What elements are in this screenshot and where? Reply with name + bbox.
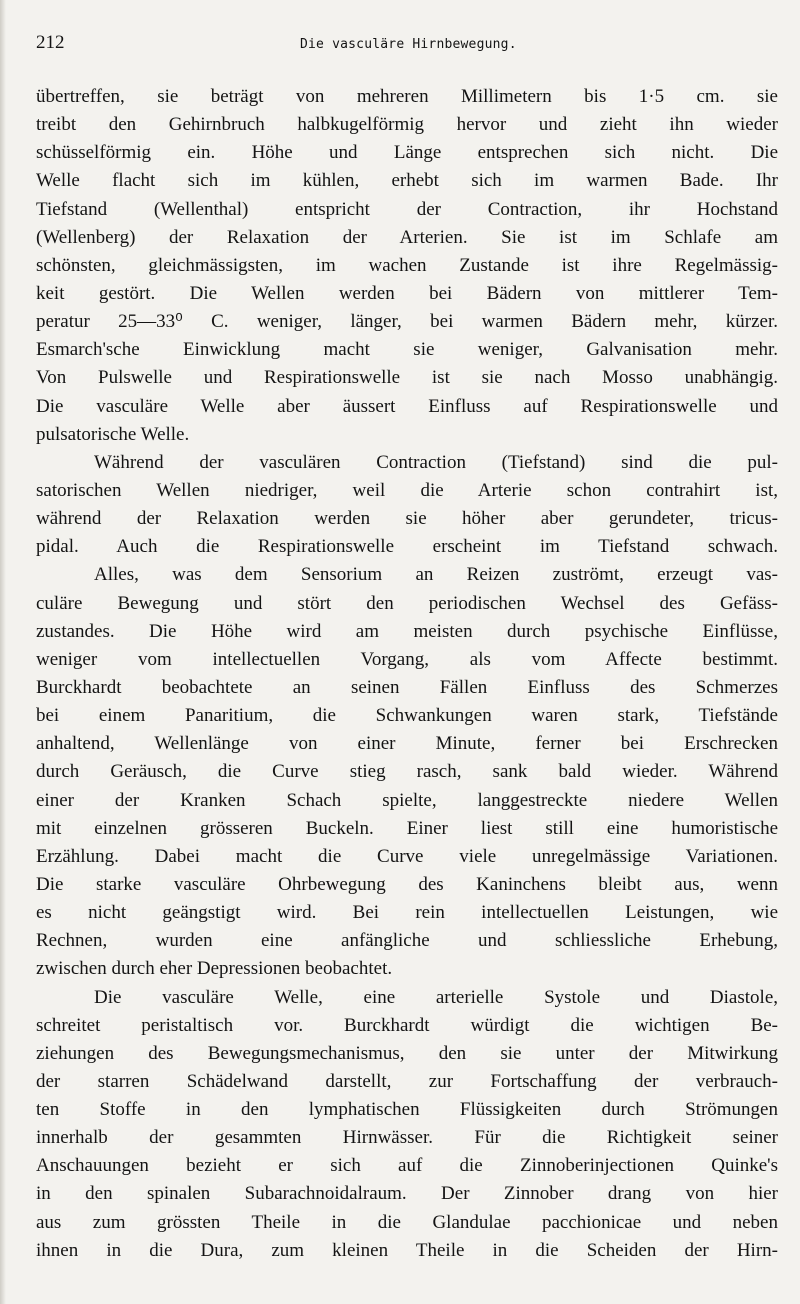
text-line: satorischen Wellen niedriger, weil die Arterie schon contrahirt ist, — [36, 479, 778, 501]
text-line: übertreffen, sie beträgt von mehreren Millimetern bis 1·5 cm. sie — [36, 86, 778, 107]
text-line: ziehungen des Bewegungsmechanismus, den sie unter der Mitwirkung — [36, 1042, 778, 1064]
text-line: Rechnen, wurden eine anfängliche und schliessliche Erhebung, — [36, 930, 778, 952]
running-head — [36, 32, 764, 58]
text-line: weniger vom intellectuellen Vorgang, als vom Affecte bestimmt. — [36, 648, 778, 670]
text-line: (Wellenberg) der Relaxation der Arterien. Sie ist im Schlafe am — [36, 226, 778, 248]
text-line: keit gestört. Die Wellen werden bei Bädern von mittlerer Tem- — [36, 282, 778, 304]
text-line: innerhalb der gesammten Hirnwässer. Für die Richtigkeit seiner — [36, 1127, 778, 1149]
text-line: in den spinalen Subarachnoidalraum. Der Zinnober drang von hier — [36, 1183, 778, 1205]
text-line: Von Pulswelle und Respirationswelle ist sie nach Mosso unabhängig. — [36, 367, 778, 389]
text-line: Tiefstand (Wellenthal) entspricht der Contraction, ihr Hochstand — [36, 198, 778, 220]
text-line: der starren Schädelwand darstellt, zur Fortschaffung der verbrauch- — [36, 1070, 778, 1092]
text-line: Alles, was dem Sensorium an Reizen zuströmt, erzeugt vas- — [94, 564, 778, 586]
text-line: Welle flacht sich im kühlen, erhebt sich im warmen Bade. Ihr — [36, 170, 778, 192]
text-line: treibt den Gehirnbruch halbkugelförmig hervor und zieht ihn wieder — [36, 114, 778, 136]
body-text — [36, 83, 778, 1265]
text-line: anhaltend, Wellenlänge von einer Minute, ferner bei Erschrecken — [36, 733, 778, 755]
running-title: Die vasculäre Hirnbewegung. — [300, 37, 517, 52]
text-line: schreitet peristaltisch vor. Burckhardt würdigt die wichtigen Be- — [36, 1014, 778, 1036]
text-line: Burckhardt beobachtete an seinen Fällen Einfluss des Schmerzes — [36, 676, 778, 698]
text-line: mit einzelnen grösseren Buckeln. Einer liest still eine humoristische — [36, 817, 778, 839]
text-line: durch Geräusch, die Curve stieg rasch, sank bald wieder. Während — [36, 761, 778, 783]
text-line: es nicht geängstigt wird. Bei rein intellectuellen Leistungen, wie — [36, 902, 778, 924]
text-line: Erzählung. Dabei macht die Curve viele unregelmässige Variationen. — [36, 845, 778, 867]
text-line: zustandes. Die Höhe wird am meisten durch psychische Einflüsse, — [36, 620, 778, 642]
text-line: peratur 25—33⁰ C. weniger, länger, bei warmen Bädern mehr, kürzer. — [36, 311, 778, 333]
text-line: ihnen in die Dura, zum kleinen Theile in die Scheiden der Hirn- — [36, 1239, 778, 1261]
text-line: Die vasculäre Welle aber äussert Einfluss auf Respirationswelle und — [36, 395, 778, 417]
text-line: culäre Bewegung und stört den periodischen Wechsel des Gefäss- — [36, 592, 778, 614]
text-line: pulsatorische Welle. — [36, 423, 190, 445]
text-line: schönsten, gleichmässigsten, im wachen Zustande ist ihre Regelmässig- — [36, 254, 778, 276]
text-line: Während der vasculären Contraction (Tiefstand) sind die pul- — [94, 451, 778, 473]
text-line: schüsselförmig ein. Höhe und Länge entsprechen sich nicht. Die — [36, 142, 778, 164]
page-number: 212 — [36, 32, 65, 53]
text-line: bei einem Panaritium, die Schwankungen waren stark, Tiefstände — [36, 705, 778, 727]
text-line: pidal. Auch die Respirationswelle erscheint im Tiefstand schwach. — [36, 536, 778, 558]
text-line: einer der Kranken Schach spielte, langgestreckte niedere Wellen — [36, 789, 778, 811]
text-line: Die vasculäre Welle, eine arterielle Systole und Diastole, — [94, 986, 778, 1008]
text-line: aus zum grössten Theile in die Glandulae pacchionicae und neben — [36, 1211, 778, 1233]
text-line: Die starke vasculäre Ohrbewegung des Kaninchens bleibt aus, wenn — [36, 873, 778, 895]
text-line: ten Stoffe in den lymphatischen Flüssigkeiten durch Strömungen — [36, 1099, 778, 1121]
text-line: Esmarch'sche Einwicklung macht sie weniger, Galvanisation mehr. — [36, 339, 778, 361]
text-line: zwischen durch eher Depressionen beobachtet. — [36, 958, 393, 980]
text-line: Anschauungen bezieht er sich auf die Zinnoberinjectionen Quinke's — [36, 1155, 778, 1177]
text-line: während der Relaxation werden sie höher aber gerundeter, tricus- — [36, 508, 778, 530]
